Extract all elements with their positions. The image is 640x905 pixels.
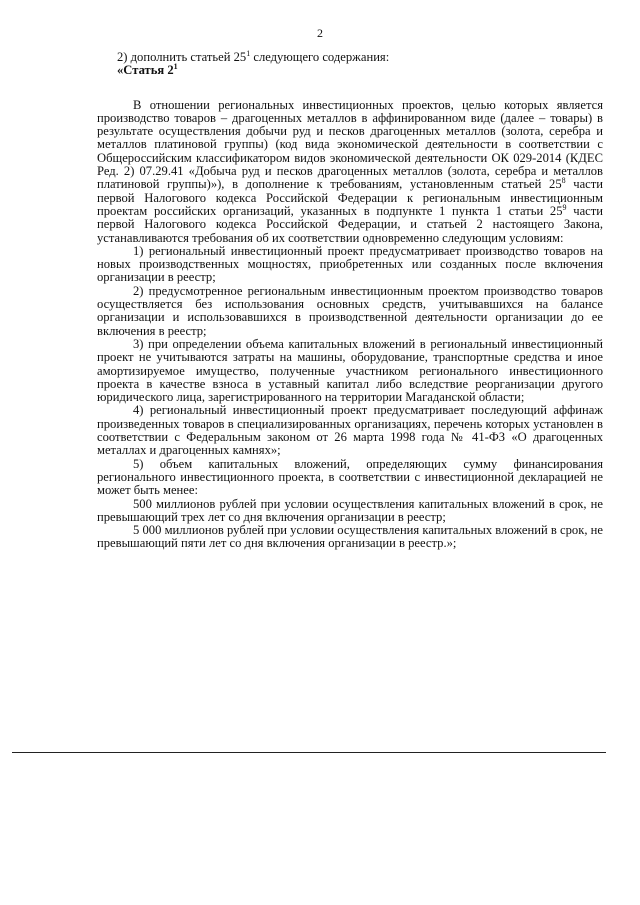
condition-5-option-a: 500 миллионов рублей при условии осуществления капитальных вложений в срок, не превышающий трех лет со дня включения организации в реестр;: [97, 496, 603, 524]
condition-5-option-b: 5 000 миллионов рублей при условии осуществления капитальных вложений в срок, не превышающий пяти лет со дня включения организации в реестр.»;: [97, 523, 603, 551]
condition-2: 2) предусмотренное региональным инвестиционным проектом производство товаров осуществляется без использования основных средств, учитывавшихся на балансе организации и использовавшихся в производственной деятельности организации до ее включения в реестр;: [97, 283, 603, 338]
intro-suffix: следующего содержания:: [250, 50, 390, 64]
heading-text: Статья 2: [123, 63, 174, 78]
main-paragraph: [97, 99, 603, 245]
page-number: 2: [317, 26, 323, 40]
main-part-1: В отношении региональных инвестиционных проектов, целью которых является производство товаров – драгоценных металлов в аффинированном виде (далее – товары) в результате осуществления добычи руд и песков драгоценных металлов (золота, серебра и металлов платиновой группы) (код вида экономической деятельности в соответствии с Общероссийским классификатором видов экономической деятельности ОК 029-2014 (КДЕС Ред. 2) 07.29.41 «Добыча руд и песков драгоценных металлов (золота, серебра и металлов платиновой группы)»), в дополнение к требованиям, установленным статьей 25: [97, 97, 603, 192]
main-part-2: части первой Налогового кодекса Российской Федерации к региональным инвестиционным проектам российских организаций, указанных в подпункте 1 пункта 1 статьи 25: [97, 177, 604, 218]
main-sup-1: 8: [561, 176, 566, 186]
heading-sup: 1: [173, 62, 178, 72]
heading-quote: «: [117, 63, 124, 78]
intro-prefix: 2) дополнить статьей 25: [117, 50, 247, 64]
main-sup-2: 9: [562, 202, 567, 212]
condition-1: 1) региональный инвестиционный проект предусматривает производство товаров на новых производственных мощностях, приобретенных или созданных после включения организации в реестр;: [97, 243, 603, 285]
page-divider-line: [12, 752, 606, 753]
article-heading: [97, 64, 603, 77]
condition-4: 4) региональный инвестиционный проект предусматривает последующий аффинаж произведенных товаров в специализированных организациях, перечень которых установлен в соответствии с Федеральным законом от 26 марта 1998 года № 41-ФЗ «О драгоценных металлах и драгоценных камнях»;: [97, 403, 603, 458]
main-part-3: части первой Налогового кодекса Российской Федерации, и статьей 2 настоящего Закона, устанавливаются требования об их соответствии одновременно следующим условиям:: [97, 203, 603, 245]
condition-5: 5) объем капитальных вложений, определяющих сумму финансирования регионального инвестиционного проекта, в соответствии с инвестиционной декларацией не может быть менее:: [97, 456, 603, 498]
intro-sup: 1: [246, 48, 251, 58]
document-body: [97, 48, 604, 551]
condition-3: 3) при определении объема капитальных вложений в региональный инвестиционный проект не учитываются затраты на машины, оборудование, транспортные средства и иное амортизируемое имущество, полученные участником регионального инвестиционного проекта в качестве взноса в уставный капитал либо вследствие реорганизации другого юридического лица, зарегистрированного на территории Магаданской области;: [97, 336, 603, 405]
